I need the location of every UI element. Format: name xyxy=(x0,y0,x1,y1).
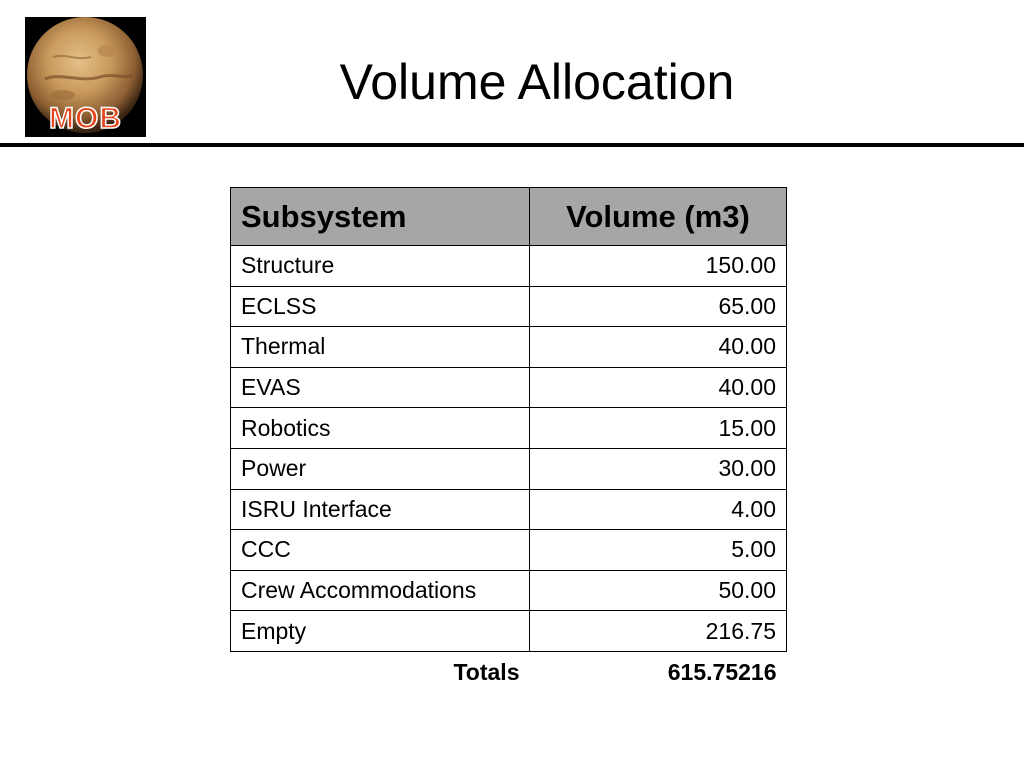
table-row xyxy=(231,448,787,489)
table-header-row xyxy=(231,188,787,246)
table-row xyxy=(231,246,787,287)
subsystem-cell: Crew Accommodations xyxy=(231,570,530,611)
mob-logo xyxy=(25,17,146,137)
volume-cell: 216.75 xyxy=(530,611,787,652)
volume-cell: 50.00 xyxy=(530,570,787,611)
volume-cell: 150.00 xyxy=(530,246,787,287)
subsystem-cell: Empty xyxy=(231,611,530,652)
subsystem-cell: EVAS xyxy=(231,367,530,408)
volume-cell: 5.00 xyxy=(530,530,787,571)
volume-cell: 65.00 xyxy=(530,286,787,327)
table-row xyxy=(231,530,787,571)
subsystem-cell: Thermal xyxy=(231,327,530,368)
header-volume: Volume (m3) xyxy=(530,188,787,246)
volume-cell: 40.00 xyxy=(530,327,787,368)
table-row xyxy=(231,367,787,408)
totals-value: 615.75216 xyxy=(667,659,777,686)
page-title: Volume Allocation xyxy=(339,54,735,110)
subsystem-cell: Robotics xyxy=(231,408,530,449)
totals-label: Totals xyxy=(453,659,520,686)
volume-cell: 4.00 xyxy=(530,489,787,530)
subsystem-cell: ISRU Interface xyxy=(231,489,530,530)
subsystem-cell: Structure xyxy=(231,246,530,287)
totals-row xyxy=(231,651,787,694)
table-row xyxy=(231,408,787,449)
subsystem-cell: Power xyxy=(231,448,530,489)
header-subsystem: Subsystem xyxy=(231,188,530,246)
volume-allocation-table xyxy=(230,187,787,694)
volume-cell: 40.00 xyxy=(530,367,787,408)
table-row xyxy=(231,570,787,611)
title-divider xyxy=(0,143,1024,147)
table-row xyxy=(231,327,787,368)
logo-text: MOB xyxy=(49,102,122,135)
subsystem-cell: CCC xyxy=(231,530,530,571)
table-row xyxy=(231,489,787,530)
table-row xyxy=(231,286,787,327)
table-row xyxy=(231,611,787,652)
volume-cell: 30.00 xyxy=(530,448,787,489)
volume-cell: 15.00 xyxy=(530,408,787,449)
subsystem-cell: ECLSS xyxy=(231,286,530,327)
